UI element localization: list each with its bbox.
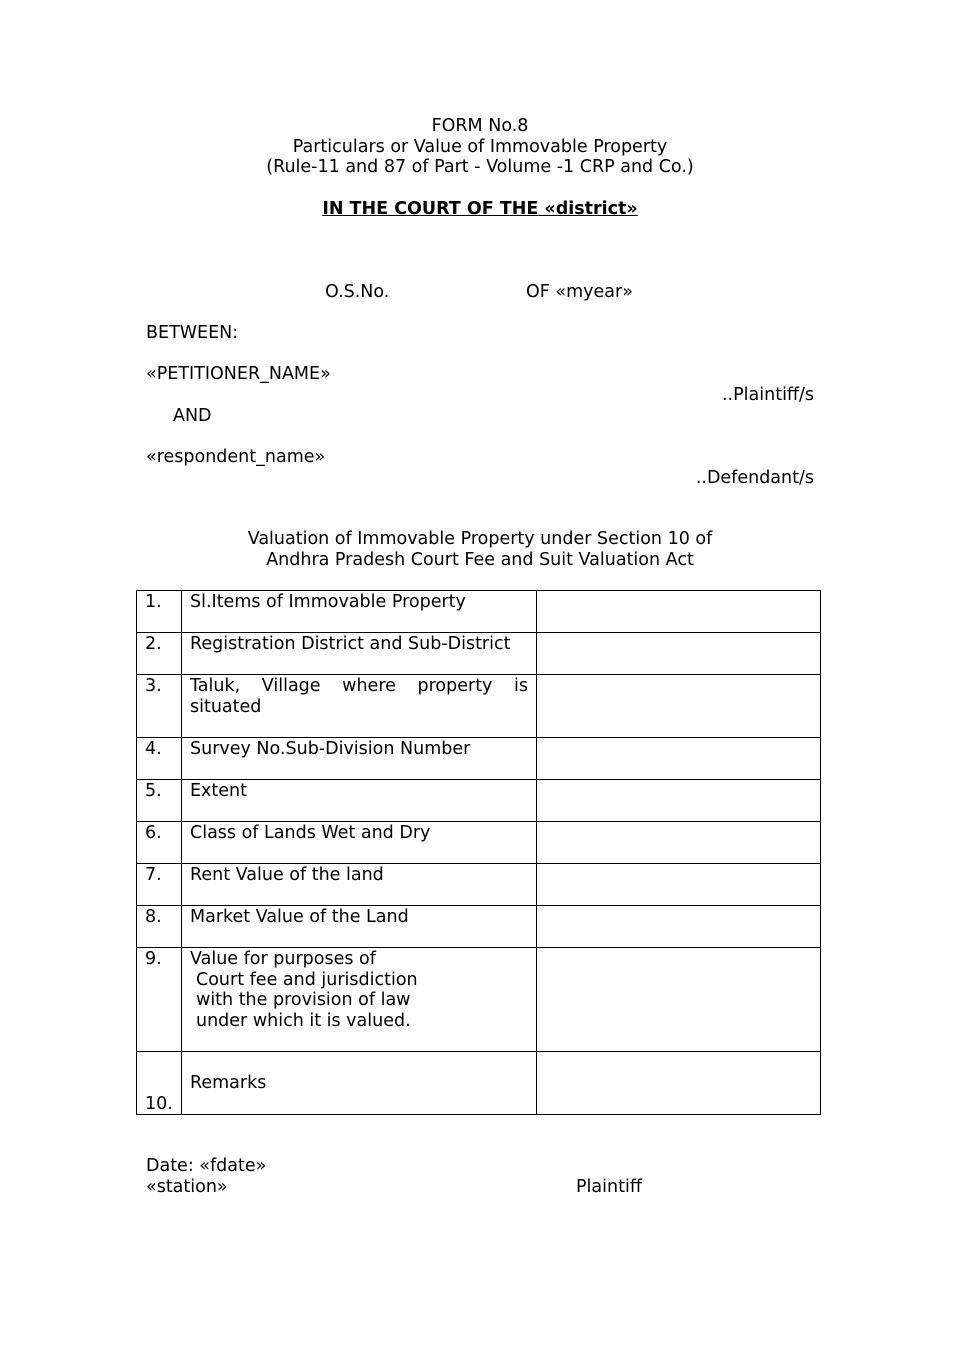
row-number: 10. — [137, 1052, 182, 1115]
row-value[interactable] — [537, 822, 821, 864]
row-item: Survey No.Sub-Division Number — [182, 738, 537, 780]
row-number: 9. — [137, 948, 182, 1052]
row-item-line: under which it is valued. — [196, 1010, 411, 1031]
table-row — [137, 675, 821, 738]
row-value[interactable] — [537, 738, 821, 780]
table-row — [137, 948, 821, 1052]
row-value[interactable] — [537, 864, 821, 906]
row-value[interactable] — [537, 675, 821, 738]
table-row — [137, 633, 821, 675]
row-number: 8. — [137, 906, 182, 948]
table-row — [137, 906, 821, 948]
respondent-name: «respondent_name» — [146, 447, 326, 467]
station-field: «station» — [146, 1177, 228, 1197]
table-row — [137, 1052, 821, 1115]
row-value[interactable] — [537, 633, 821, 675]
plaintiff-label: ..Plaintiff/s — [721, 385, 814, 405]
plaintiff-signature: Plaintiff — [576, 1177, 642, 1197]
table-row — [137, 864, 821, 906]
form-rule: (Rule-11 and 87 of Part - Volume -1 CRP and Co.) — [266, 157, 694, 177]
table-row — [137, 822, 821, 864]
row-number: 2. — [137, 633, 182, 675]
form-header — [0, 116, 960, 178]
row-value[interactable] — [537, 906, 821, 948]
row-item: Market Value of the Land — [182, 906, 537, 948]
court-heading-block — [0, 199, 960, 220]
valuation-heading — [0, 529, 960, 570]
row-item: Sl.Items of Immovable Property — [182, 591, 537, 633]
court-heading: IN THE COURT OF THE «district» — [322, 199, 638, 219]
row-item-line: with the provision of law — [196, 990, 411, 1010]
row-number: 3. — [137, 675, 182, 738]
form-number: FORM No.8 — [431, 116, 529, 136]
petitioner-name: «PETITIONER_NAME» — [146, 364, 331, 384]
table-row — [137, 591, 821, 633]
row-value[interactable] — [537, 948, 821, 1052]
date-field: Date: «fdate» — [146, 1156, 267, 1176]
and-label: AND — [173, 406, 212, 426]
row-item: Taluk, Village where property is situated — [182, 675, 537, 738]
row-item: Registration District and Sub-District — [182, 633, 537, 675]
between-label: BETWEEN: — [146, 323, 239, 343]
defendant-label: ..Defendant/s — [695, 468, 814, 488]
table-row — [137, 780, 821, 822]
row-number: 4. — [137, 738, 182, 780]
row-value[interactable] — [537, 1052, 821, 1115]
row-item — [182, 948, 537, 1052]
table-row — [137, 738, 821, 780]
row-item: Rent Value of the land — [182, 864, 537, 906]
row-item: Class of Lands Wet and Dry — [182, 822, 537, 864]
case-year: OF «myear» — [526, 282, 633, 302]
row-value[interactable] — [537, 780, 821, 822]
valuation-heading-line1: Valuation of Immovable Property under Section 10 of — [247, 529, 713, 549]
row-item-line: Court fee and jurisdiction — [196, 969, 418, 990]
row-number: 6. — [137, 822, 182, 864]
property-table — [136, 590, 821, 1115]
row-number: 5. — [137, 780, 182, 822]
row-number: 1. — [137, 591, 182, 633]
os-no-label: O.S.No. — [325, 282, 390, 302]
form-title: Particulars or Value of Immovable Property — [292, 136, 668, 157]
row-item-line: Value for purposes of — [190, 949, 376, 969]
row-value[interactable] — [537, 591, 821, 633]
row-item: Remarks — [182, 1052, 537, 1115]
valuation-heading-line2: Andhra Pradesh Court Fee and Suit Valuation Act — [266, 549, 694, 570]
row-number: 7. — [137, 864, 182, 906]
row-item: Extent — [182, 780, 537, 822]
